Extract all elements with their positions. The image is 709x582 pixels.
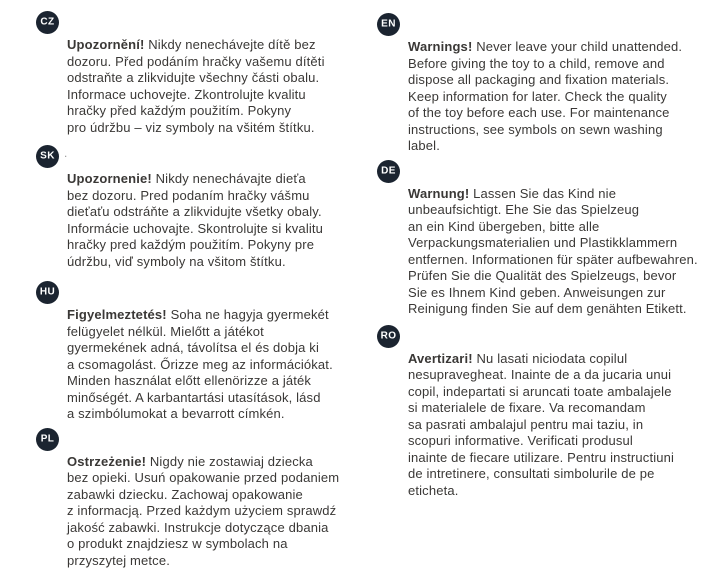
text-line: dispose all packaging and fixation materials. (408, 72, 670, 87)
language-code-label: EN (381, 18, 396, 30)
line-text: Nikdy nenechávejte dítě bez (148, 37, 316, 52)
text-line: sa pasrati ambalajul pentru mai taziu, in (408, 416, 644, 432)
text-line: hračky před každým použitím. Pokyny (67, 103, 292, 118)
print-artifact-dot: . (64, 146, 68, 160)
text-line (67, 307, 368, 324)
text-line: Informace uchovejte. Zkontrolujte kvalitu (67, 86, 306, 102)
text-line: bez opieki. Usuń opakowanie przed podaniem (67, 470, 340, 485)
line-text: Nikdy nenechávajte dieťa (155, 171, 306, 186)
text-line: bez dozoru. Pred podaním hračky vášmu (67, 187, 310, 203)
text-line: jakość zabawki. Instrukcje dotyczące dbania (67, 519, 329, 535)
text-line: údržbu, viď symboly na všitom štítku. (67, 253, 286, 269)
language-warning-section (377, 160, 707, 318)
line-text: Soha ne hagyja gyermekét (170, 307, 329, 322)
text-line (67, 454, 368, 471)
text-line: hračky pred každým použitím. Pokyny pre (67, 237, 315, 252)
language-code-label: CZ (40, 16, 55, 28)
text-line: of the toy before each use. For maintenance (408, 105, 670, 120)
text-line: zabawki dziecku. Zachowaj opakowanie (67, 486, 303, 502)
language-warning-section (377, 13, 707, 155)
text-line (408, 186, 707, 203)
text-line: an ein Kind übergeben, bitte alle (408, 218, 600, 234)
warning-paragraph (67, 37, 368, 136)
text-line: o produkt znajdziesz w symbolach na (67, 536, 288, 551)
warning-lead-word: Avertizari! (408, 350, 473, 366)
text-line (67, 37, 368, 54)
warnings-column-right (377, 0, 707, 499)
text-line: Reinigung finden Sie auf dem genähten Etikett. (408, 301, 687, 316)
language-warning-section (377, 325, 707, 500)
line-text: Never leave your child unattended. (476, 39, 683, 54)
text-line: copil, indepartati si aruncati toate ambalajele (408, 383, 672, 399)
text-line (408, 39, 707, 56)
text-line: gyermekének adná, távolítsa el és dobja ki (67, 340, 319, 355)
language-code-label: SK (40, 150, 55, 162)
language-badge (36, 145, 59, 168)
text-line: Prüfen Sie die Qualität des Spielzeugs, bevor (408, 268, 677, 283)
text-line: inainte de fiecare utilizare. Pentru instructiuni (408, 449, 675, 465)
text-line: a szimbólumokat a bevarrott címkén. (67, 406, 285, 421)
text-line: label. (408, 138, 440, 153)
warning-paragraph (67, 454, 368, 570)
line-text: Lassen Sie das Kind nie (473, 185, 617, 201)
text-line: de intretinere, consultati simbolurile de pe (408, 466, 655, 481)
text-line: Informácie uchovajte. Skontrolujte si kvalitu (67, 220, 324, 236)
warning-paragraph (408, 186, 707, 318)
warning-paragraph (408, 351, 707, 500)
language-code-label: HU (39, 286, 56, 298)
warning-lead-word: Figyelmeztetés! (67, 307, 167, 322)
text-line: nesupravegheat. Inainte de a da jucaria unui (408, 367, 672, 382)
language-badge (377, 160, 400, 183)
warning-lead-word: Ostrzeżenie! (67, 453, 147, 469)
text-line: minőségét. A karbantartási utasítások, lásd (67, 389, 321, 405)
text-line: Sie es Ihnem Kind geben. Anweisungen zur (408, 284, 666, 300)
warning-lead-word: Upozornenie! (67, 171, 152, 186)
language-code-label: RO (380, 330, 397, 341)
text-line (408, 351, 707, 368)
text-line: unbeaufsichtigt. Ehe Sie das Spielzeug (408, 202, 640, 217)
language-warning-section (36, 145, 368, 270)
text-line: Verpackungsmaterialien und Plastikklammern (408, 235, 678, 250)
language-code-label: PL (40, 433, 55, 444)
language-warning-section (36, 11, 368, 136)
text-line: scopuri informative. Verificati produsul (408, 433, 633, 448)
warning-paragraph (67, 171, 368, 270)
line-text: Nigdy nie zostawiaj dziecka (149, 453, 313, 469)
text-line: Before giving the toy to a child, remove and (408, 55, 665, 71)
language-badge (377, 325, 400, 348)
text-line: dozoru. Před podáním hračky vašemu dítěti (67, 53, 325, 69)
language-code-label: DE (381, 165, 396, 176)
language-badge (36, 428, 59, 451)
text-line: z informacją. Przed każdym użyciem sprawdź (67, 503, 337, 518)
text-line: eticheta. (408, 482, 459, 498)
warning-lead-word: Warnung! (408, 185, 470, 201)
text-line: si materialele de fixare. Va recomandam (408, 400, 646, 415)
language-badge (377, 13, 400, 36)
language-warning-section (36, 428, 368, 570)
text-line: Keep information for later. Check the quality (408, 88, 667, 104)
warning-lead-word: Warnings! (408, 39, 473, 54)
text-line: pro údržbu – viz symboly na všitém štítku. (67, 119, 315, 135)
text-line: Minden használat előtt ellenörizze a játék (67, 373, 312, 388)
text-line: dieťaťu odstráňte a zlikvidujte všetky obaly. (67, 204, 322, 219)
text-line: a csomagolást. Őrizze meg az információkat. (67, 356, 333, 372)
text-line: odstraňte a zlikvidujte všechny části obalu. (67, 70, 320, 85)
text-line: entfernen. Informationen für später aufbewahren. (408, 251, 698, 267)
text-line: felügyelet nélkül. Mielőtt a játékot (67, 323, 264, 339)
warning-lead-word: Upozornění! (67, 37, 145, 52)
language-badge (36, 281, 59, 304)
text-line (67, 171, 368, 188)
text-line: instructions, see symbols on sewn washing (408, 121, 663, 137)
warning-paragraph (67, 307, 368, 423)
line-text: Nu lasati niciodata copilul (476, 350, 628, 366)
warning-paragraph (408, 39, 707, 155)
text-line: przyszytej metce. (67, 552, 170, 568)
warnings-column-left (36, 0, 368, 569)
language-warning-section (36, 281, 368, 423)
language-badge (36, 11, 59, 34)
